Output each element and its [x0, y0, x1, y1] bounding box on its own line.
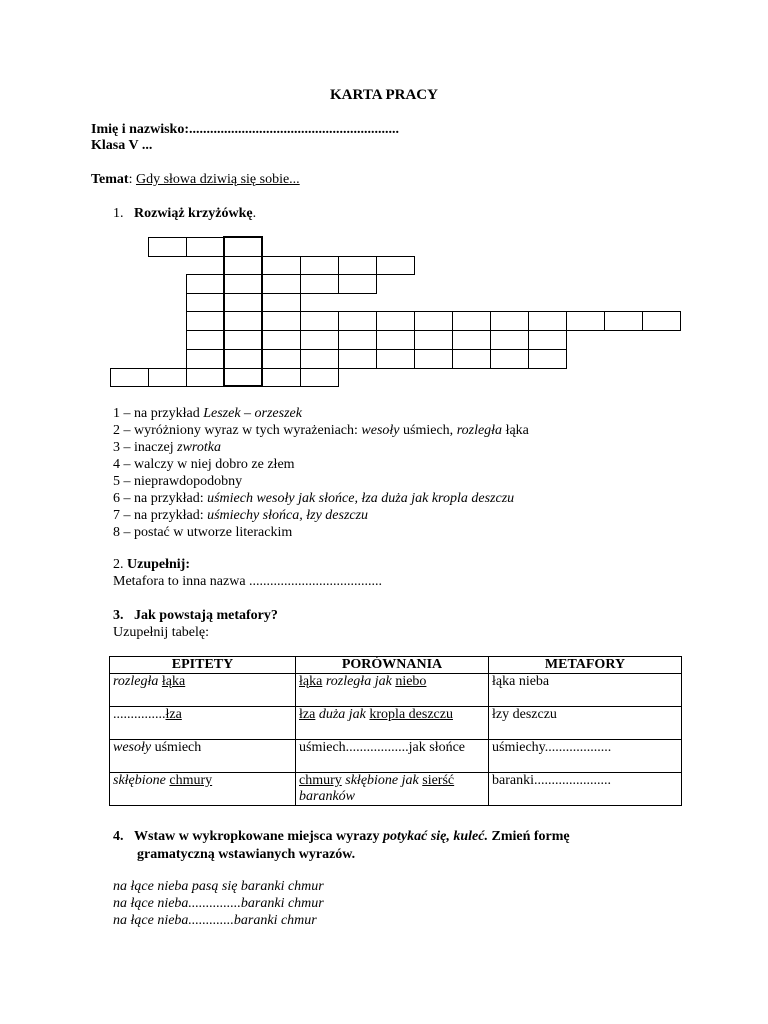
comparison-middle: rozległa jak: [322, 674, 396, 689]
clue-number: 2 –: [113, 423, 134, 438]
clue-5: [113, 473, 242, 490]
clue-4: [113, 456, 295, 473]
crossword-cell[interactable]: [338, 330, 377, 350]
clue-number: 5 –: [113, 474, 134, 489]
epithet-noun: łąka: [161, 674, 186, 689]
crossword-cell[interactable]: [338, 256, 377, 275]
name-line: [91, 121, 399, 138]
cell-metaphor: baranki......................: [489, 773, 682, 806]
comparison-object: sierść: [422, 773, 455, 788]
cell-comparison: [296, 674, 489, 707]
cell-metaphor: łzy deszczu: [489, 707, 682, 740]
metaphor-table: [109, 656, 682, 806]
task4-title-words: potykać się, kuleć.: [383, 829, 488, 844]
crossword-cell[interactable]: [528, 349, 567, 369]
crossword-cell[interactable]: [376, 330, 415, 350]
task1-number: 1.: [113, 206, 124, 221]
epithet-noun: chmury: [169, 773, 213, 788]
clue-example: wesoły: [361, 423, 400, 438]
clue-text: wyróżniony wyraz w tych wyrażeniach:: [134, 423, 362, 438]
crossword-cell[interactable]: [262, 311, 301, 331]
crossword-cell[interactable]: [376, 311, 415, 331]
crossword-cell[interactable]: [224, 311, 263, 331]
clue-number: 3 –: [113, 440, 134, 455]
clue-text: uśmiech,: [399, 423, 457, 438]
clue-example: zwrotka: [177, 440, 221, 455]
crossword-cell[interactable]: [300, 349, 339, 369]
crossword-cell[interactable]: [224, 256, 263, 275]
task1-title-end: .: [252, 206, 257, 221]
crossword-cell[interactable]: [186, 330, 225, 350]
table-header-row: [110, 657, 682, 674]
clue-8: [113, 524, 292, 541]
table-row: [110, 707, 682, 740]
clue-text: na przykład:: [134, 508, 208, 523]
task4-heading: [113, 828, 570, 845]
crossword-cell[interactable]: [642, 311, 681, 331]
comparison-object: kropla deszczu: [369, 707, 453, 722]
table-row: [110, 674, 682, 707]
table-row: [110, 773, 682, 806]
crossword-cell[interactable]: [186, 311, 225, 331]
epithet-adjective: rozległa: [113, 674, 159, 689]
task4-line: na łące nieba pasą się baranki chmur: [113, 879, 324, 894]
task4-title-b: Zmień formę: [487, 829, 570, 844]
comparison-noun: chmury: [299, 773, 342, 788]
clue-text: postać w utworze literackim: [134, 525, 293, 540]
clue-text: walczy w niej dobro ze złem: [134, 457, 295, 472]
crossword-cell[interactable]: [148, 368, 187, 387]
task2-title: Uzupełnij:: [127, 557, 190, 572]
cell-epithet: [110, 674, 296, 707]
crossword-cell[interactable]: [300, 311, 339, 331]
crossword-cell[interactable]: [414, 349, 453, 369]
task2-number: 2.: [113, 557, 124, 572]
crossword-cell[interactable]: [262, 330, 301, 350]
crossword-cell[interactable]: [376, 256, 415, 275]
crossword-cell[interactable]: [452, 330, 491, 350]
task2-line: Metafora to inna nazwa ......................................: [113, 574, 383, 589]
epithet-noun: łza: [165, 707, 182, 722]
task1-title: Rozwiąż krzyżówkę: [134, 206, 253, 221]
clue-6: [113, 490, 514, 507]
clue-3: [113, 439, 221, 456]
clue-1: [113, 405, 302, 422]
task4-line: na łące nieba.............baranki chmur: [113, 913, 317, 928]
crossword-cell[interactable]: [186, 368, 225, 387]
task2-heading: [113, 556, 190, 573]
epithet-adjective: wesoły: [113, 740, 152, 755]
task4-line: na łące nieba...............baranki chmur: [113, 896, 324, 911]
comparison-middle: skłębione jak: [341, 773, 423, 788]
crossword-cell[interactable]: [490, 330, 529, 350]
cell-epithet: [110, 740, 296, 773]
crossword-cell[interactable]: [414, 330, 453, 350]
comparison-noun: łza: [299, 707, 316, 722]
crossword-cell[interactable]: [224, 368, 263, 387]
header-metafory: METAFORY: [489, 657, 682, 674]
cell-metaphor: uśmiechy...................: [489, 740, 682, 773]
cell-epithet: [110, 773, 296, 806]
comparison-object: niebo: [395, 674, 427, 689]
crossword-cell[interactable]: [262, 274, 301, 294]
crossword-cell[interactable]: [262, 293, 301, 312]
clue-number: 1 –: [113, 406, 134, 421]
crossword-cell[interactable]: [262, 256, 301, 275]
task4-title-c: gramatyczną wstawianych wyrazów.: [137, 847, 356, 862]
crossword-cell[interactable]: [224, 274, 263, 294]
epithet-blank: ...............: [113, 707, 166, 722]
crossword-cell[interactable]: [186, 349, 225, 369]
crossword-cell[interactable]: [300, 256, 339, 275]
clue-example: rozległa: [456, 423, 503, 438]
crossword-cell[interactable]: [528, 311, 567, 331]
crossword-cell[interactable]: [490, 311, 529, 331]
crossword-cell[interactable]: [338, 311, 377, 331]
page-title: KARTA PRACY: [330, 87, 438, 103]
clue-text: łąka: [502, 423, 529, 438]
clue-2: [113, 422, 529, 439]
clue-text: nieprawdopodobny: [134, 474, 243, 489]
crossword-cell[interactable]: [224, 349, 263, 369]
crossword-cell[interactable]: [300, 274, 339, 294]
crossword-cell[interactable]: [528, 330, 567, 350]
crossword-cell[interactable]: [452, 349, 491, 369]
topic-sep: :: [128, 172, 133, 187]
crossword-cell[interactable]: [376, 349, 415, 369]
crossword-cell[interactable]: [148, 237, 187, 257]
topic-line: [91, 171, 300, 188]
crossword-cell[interactable]: [338, 274, 377, 294]
cell-comparison: uśmiech..................jak słońce: [296, 740, 489, 773]
task3-title: Jak powstają metafory?: [134, 608, 278, 623]
clue-text: na przykład: [134, 406, 204, 421]
header-epitety: EPITETY: [110, 657, 296, 674]
crossword-cell[interactable]: [300, 368, 339, 387]
crossword-cell[interactable]: [490, 349, 529, 369]
cell-epithet: [110, 707, 296, 740]
topic-label: Temat: [91, 172, 129, 187]
cell-comparison: [296, 707, 489, 740]
clue-number: 4 –: [113, 457, 134, 472]
crossword-cell[interactable]: [262, 368, 301, 387]
crossword-cell[interactable]: [110, 368, 149, 387]
crossword-cell[interactable]: [186, 274, 225, 294]
clue-number: 7 –: [113, 508, 134, 523]
comparison-noun: łąka: [299, 674, 323, 689]
task4-number: 4.: [113, 829, 124, 844]
class-label: Klasa V ...: [91, 138, 153, 153]
comparison-object-cont: baranków: [299, 789, 355, 804]
crossword-cell[interactable]: [452, 311, 491, 331]
clue-text: na przykład:: [134, 491, 208, 506]
crossword-cell[interactable]: [186, 237, 225, 257]
table-row: [110, 740, 682, 773]
clue-example: uśmiechy słońca, łzy deszczu: [207, 508, 369, 523]
crossword-cell[interactable]: [224, 293, 263, 312]
cell-metaphor: łąka nieba: [489, 674, 682, 707]
task4-title-a: Wstaw w wykropkowane miejsca wyrazy: [134, 829, 383, 844]
comparison-middle: duża jak: [315, 707, 370, 722]
clue-example: uśmiech wesoły jak słońce, łza duża jak kropla deszczu: [207, 491, 515, 506]
crossword-cell[interactable]: [300, 330, 339, 350]
task3-number: 3.: [113, 608, 124, 623]
crossword-cell[interactable]: [186, 293, 225, 312]
header-porownania: PORÓWNANIA: [296, 657, 489, 674]
crossword-cell[interactable]: [224, 330, 263, 350]
clue-text: inaczej: [134, 440, 178, 455]
epithet-noun: uśmiech: [151, 740, 202, 755]
topic-text: Gdy słowa dziwią się sobie...: [135, 172, 300, 187]
clue-number: 8 –: [113, 525, 134, 540]
task1-heading: [113, 205, 256, 222]
crossword-cell[interactable]: [566, 311, 605, 331]
crossword-cell[interactable]: [604, 311, 643, 331]
cell-comparison: [296, 773, 489, 806]
task3-heading: [113, 607, 278, 624]
crossword-cell[interactable]: [262, 349, 301, 369]
name-label: Imię i nazwisko:: [91, 122, 189, 137]
name-dots: ............................................................: [189, 122, 399, 137]
task3-instruction: Uzupełnij tabelę:: [113, 625, 210, 640]
crossword-cell[interactable]: [414, 311, 453, 331]
epithet-adjective: skłębione: [113, 773, 166, 788]
clue-example: Leszek – orzeszek: [203, 406, 302, 421]
clue-7: [113, 507, 368, 524]
crossword-cell[interactable]: [338, 349, 377, 369]
clue-number: 6 –: [113, 491, 134, 506]
